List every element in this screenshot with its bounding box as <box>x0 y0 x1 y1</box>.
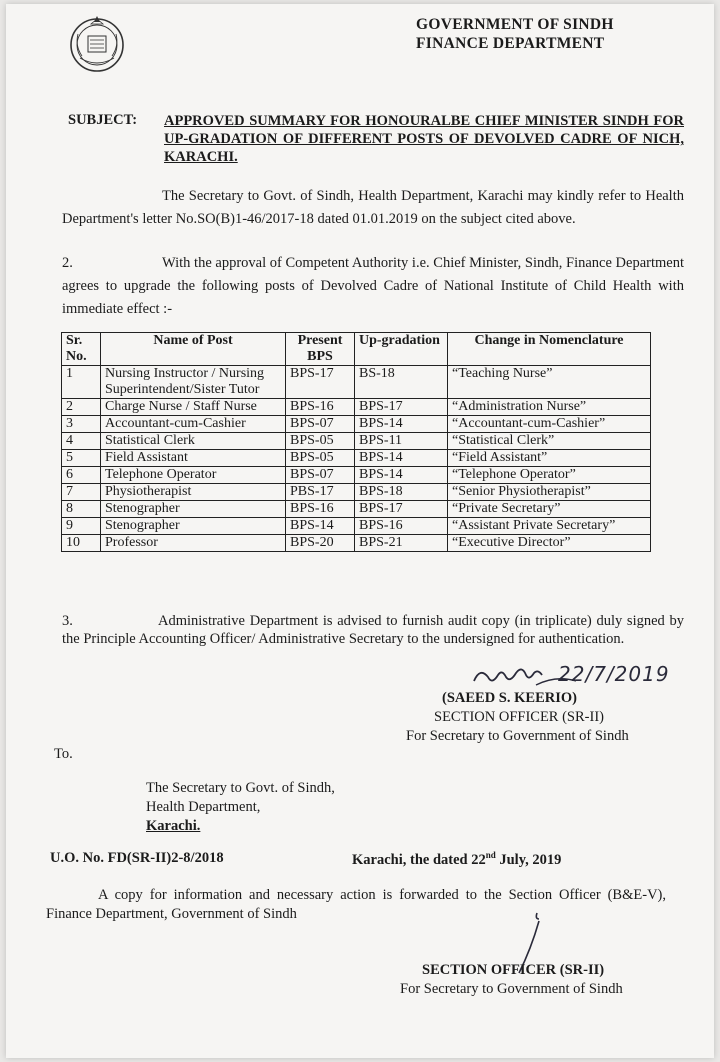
uo-date-superscript: nd <box>485 850 496 860</box>
cell-nomenclature: “Field Assistant” <box>448 450 651 467</box>
document-page <box>6 4 714 1058</box>
cell-present-bps: BPS-20 <box>286 535 355 552</box>
paragraph-2-text: With the approval of Competent Authority i.e. Chief Minister, Sindh, Finance Department agrees to upgrade the following posts of Devolved Cadre of National Institute of Child Health with immediate effect :- <box>62 255 684 317</box>
addressee-line2: Health Department, <box>146 799 261 815</box>
subject-label: SUBJECT: <box>68 112 138 128</box>
subject-text: APPROVED SUMMARY FOR HONOURALBE CHIEF MINISTER SINDH FOR UP-GRADATION OF DIFFERENT POSTS OF DEVOLVED CADRE OF NICH, KARACHI. <box>164 113 684 165</box>
table-row <box>62 416 651 433</box>
table-row <box>62 433 651 450</box>
cell-sr-no: 4 <box>62 433 101 450</box>
col-header-sr-no: Sr. No. <box>62 333 101 366</box>
cell-present-bps: BPS-05 <box>286 450 355 467</box>
cell-upgradation: BPS-11 <box>355 433 448 450</box>
cell-nomenclature: “Private Secretary” <box>448 501 651 518</box>
cell-post-name: Nursing Instructor / Nursing Superintendent/Sister Tutor <box>101 366 286 399</box>
cell-present-bps: BPS-17 <box>286 366 355 399</box>
copy-forward-paragraph: A copy for information and necessary action is forwarded to the Section Officer (B&E-V), Finance Department, Government of Sindh <box>46 887 666 922</box>
cell-nomenclature: “Accountant-cum-Cashier” <box>448 416 651 433</box>
cell-post-name: Statistical Clerk <box>101 433 286 450</box>
signatory2-title: SECTION OFFICER (SR-II) <box>422 962 605 978</box>
cell-upgradation: BPS-14 <box>355 467 448 484</box>
cell-post-name: Stenographer <box>101 501 286 518</box>
cell-present-bps: BPS-16 <box>286 399 355 416</box>
table-row <box>62 467 651 484</box>
col-header-name-of-post: Name of Post <box>101 333 286 366</box>
cell-upgradation: BPS-16 <box>355 518 448 535</box>
cell-present-bps: BPS-16 <box>286 501 355 518</box>
paragraph-3-text: Administrative Department is advised to furnish audit copy (in triplicate) duly signed by the Principle Accounting Officer/ Administrative Secretary to the undersigned for authentication. <box>62 613 684 647</box>
uo-date <box>352 850 561 869</box>
cell-post-name: Telephone Operator <box>101 467 286 484</box>
signatory-name: (SAEED S. KEERIO) <box>442 690 577 706</box>
col-header-change-in-nomenclature: Change in Nomenclature <box>448 333 651 366</box>
cell-upgradation: BPS-21 <box>355 535 448 552</box>
cell-upgradation: BPS-14 <box>355 450 448 467</box>
uo-date-prefix: Karachi, the dated 22 <box>352 851 486 868</box>
uo-date-suffix: July, 2019 <box>495 851 562 868</box>
addressee-line3: Karachi. <box>146 818 201 834</box>
cell-sr-no: 1 <box>62 366 101 399</box>
cell-post-name: Professor <box>101 535 286 552</box>
cell-nomenclature: “Administration Nurse” <box>448 399 651 416</box>
cell-upgradation: BS-18 <box>355 366 448 399</box>
cell-present-bps: BPS-07 <box>286 467 355 484</box>
table-row <box>62 484 651 501</box>
paragraph-2-number: 2. <box>62 255 73 271</box>
addressee-line1: The Secretary to Govt. of Sindh, <box>146 780 335 796</box>
table-row <box>62 501 651 518</box>
cell-sr-no: 10 <box>62 535 101 552</box>
table-row <box>62 399 651 416</box>
cell-sr-no: 8 <box>62 501 101 518</box>
table-row <box>62 450 651 467</box>
cell-nomenclature: “Senior Physiotherapist” <box>448 484 651 501</box>
cell-nomenclature: “Teaching Nurse” <box>448 366 651 399</box>
cell-sr-no: 2 <box>62 399 101 416</box>
signatory-for-line: For Secretary to Government of Sindh <box>406 728 629 744</box>
table-header-row <box>62 333 651 366</box>
department-header-line2: FINANCE DEPARTMENT <box>416 35 605 52</box>
signatory2-for-line: For Secretary to Government of Sindh <box>400 981 623 997</box>
paragraph-1: The Secretary to Govt. of Sindh, Health Department, Karachi may kindly refer to Health Department's letter No.SO(B)1-46/2017-18 dated 01.01.2019 on the subject cited above. <box>62 188 684 227</box>
cell-sr-no: 3 <box>62 416 101 433</box>
cell-present-bps: BPS-14 <box>286 518 355 535</box>
posts-upgradation-table <box>61 332 651 552</box>
cell-post-name: Physiotherapist <box>101 484 286 501</box>
cell-sr-no: 6 <box>62 467 101 484</box>
cell-upgradation: BPS-17 <box>355 399 448 416</box>
cell-present-bps: BPS-07 <box>286 416 355 433</box>
cell-nomenclature: “Telephone Operator” <box>448 467 651 484</box>
cell-present-bps: PBS-17 <box>286 484 355 501</box>
table-row <box>62 518 651 535</box>
cell-upgradation: BPS-14 <box>355 416 448 433</box>
paragraph-3-number: 3. <box>62 613 73 629</box>
cell-upgradation: BPS-18 <box>355 484 448 501</box>
cell-post-name: Field Assistant <box>101 450 286 467</box>
to-label: To. <box>54 746 73 762</box>
col-header-upgradation: Up-gradation <box>355 333 448 366</box>
cell-post-name: Stenographer <box>101 518 286 535</box>
cell-post-name: Charge Nurse / Staff Nurse <box>101 399 286 416</box>
table-row <box>62 366 651 399</box>
uo-number: U.O. No. FD(SR-II)2-8/2018 <box>50 850 224 866</box>
signature-date: 22/7/2019 <box>558 662 670 686</box>
cell-upgradation: BPS-17 <box>355 501 448 518</box>
cell-present-bps: BPS-05 <box>286 433 355 450</box>
cell-sr-no: 9 <box>62 518 101 535</box>
cell-sr-no: 7 <box>62 484 101 501</box>
cell-nomenclature: “Statistical Clerk” <box>448 433 651 450</box>
col-header-present-bps: Present BPS <box>286 333 355 366</box>
cell-post-name: Accountant-cum-Cashier <box>101 416 286 433</box>
table-row <box>62 535 651 552</box>
cell-nomenclature: “Executive Director” <box>448 535 651 552</box>
cell-nomenclature: “Assistant Private Secretary” <box>448 518 651 535</box>
sindh-government-seal <box>66 12 128 74</box>
department-header-line1: GOVERNMENT OF SINDH <box>416 16 614 33</box>
signatory-title: SECTION OFFICER (SR-II) <box>434 709 604 725</box>
cell-sr-no: 5 <box>62 450 101 467</box>
